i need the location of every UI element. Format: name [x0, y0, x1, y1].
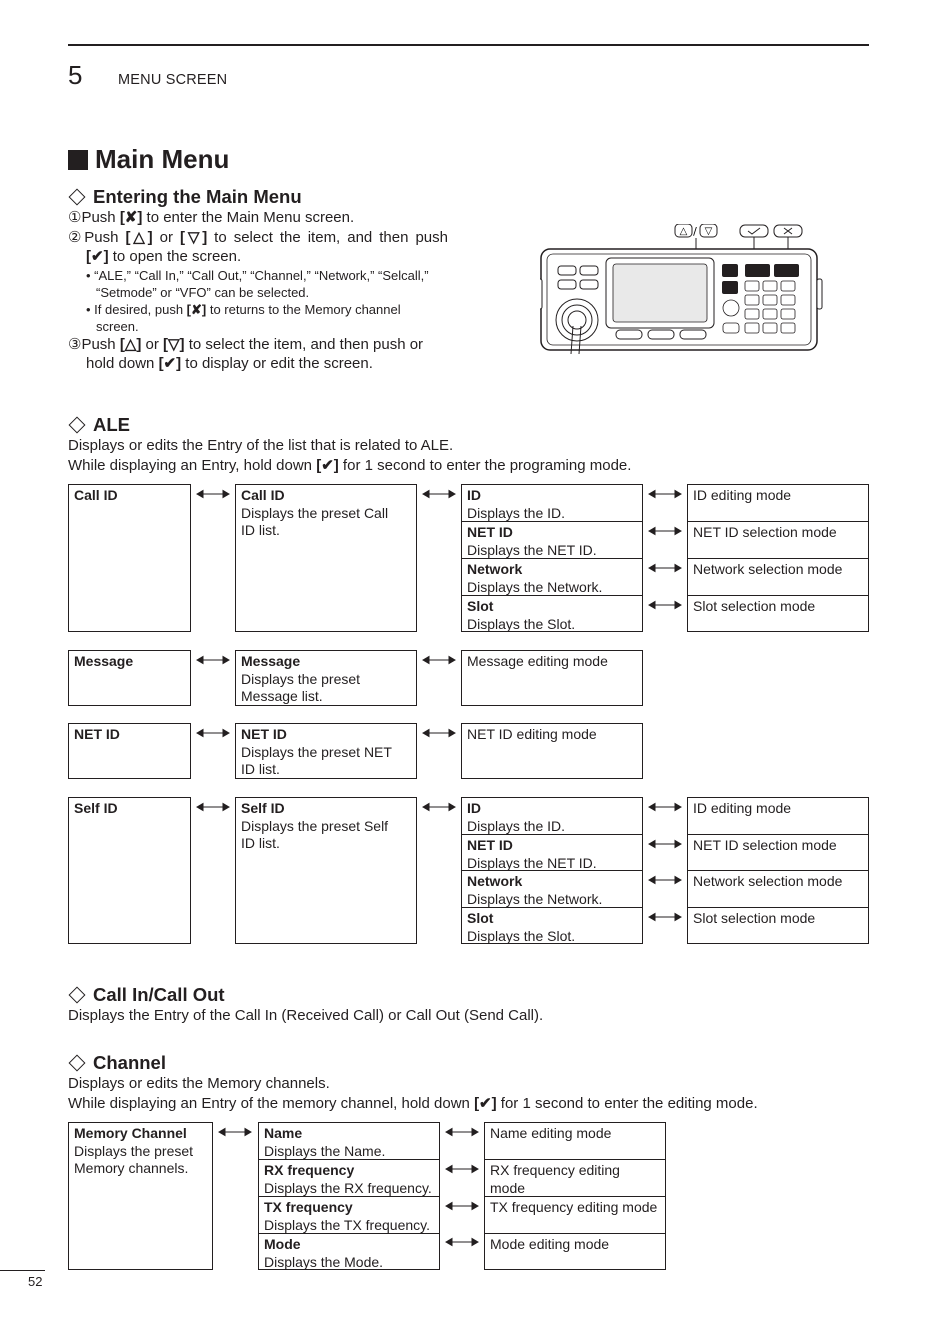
ale-desc-2 [68, 456, 631, 476]
box-title: Message [74, 653, 134, 669]
ale-call-id-item-slot [461, 595, 643, 632]
box-title: Network [467, 873, 523, 889]
box-title: RX frequency [264, 1162, 355, 1178]
box-desc: Displays the preset Self [241, 817, 389, 834]
ale-call-id-mode-id [687, 484, 869, 522]
x-key-icon: [✘] [186, 301, 207, 317]
ale-message-box [68, 650, 191, 706]
diamond-bullet-icon [69, 189, 86, 206]
mode-text: NET ID selection mode [693, 524, 837, 540]
double-arrow-icon [648, 600, 682, 610]
step-1-num: ① [68, 209, 82, 226]
step-2-text-d: to open the screen. [108, 248, 242, 265]
box-title: Slot [467, 598, 494, 614]
ale-desc-2-b: for 1 second to enter the programing mode. [338, 456, 632, 474]
memory-channel-box [68, 1122, 213, 1270]
step-2 [68, 228, 448, 248]
double-arrow-icon [648, 912, 682, 922]
channel-mode-mode [484, 1233, 666, 1270]
box-desc: Displays the Slot. [467, 927, 576, 944]
double-arrow-icon [196, 728, 230, 738]
channel-item-mode [258, 1233, 440, 1270]
ale-call-id-item-id [461, 484, 643, 522]
mode-text: Mode editing mode [490, 1236, 610, 1252]
entering-heading-text: Entering the Main Menu [93, 186, 302, 207]
ale-heading [68, 414, 130, 436]
mode-text: mode [490, 1179, 526, 1196]
page-number-rule [0, 1270, 45, 1271]
mode-text: Message editing mode [467, 653, 608, 669]
callinout-heading-text: Call In/Call Out [93, 984, 225, 1005]
ale-self-id-item-slot [461, 907, 643, 944]
check-key-icon: [✔] [158, 355, 182, 372]
mode-text: Name editing mode [490, 1125, 612, 1141]
box-desc: Displays the Slot. [467, 615, 576, 632]
box-desc: Displays the preset Call [241, 504, 389, 521]
channel-desc [68, 1074, 758, 1113]
mode-text: ID editing mode [693, 487, 792, 503]
double-arrow-icon [196, 489, 230, 499]
box-desc: Displays the Mode. [264, 1253, 384, 1270]
box-desc: Displays the ID. [467, 504, 566, 521]
up-key-label: △ [679, 226, 688, 237]
ale-self-id-mode-slot [687, 907, 869, 944]
ale-desc-1: Displays or edits the Entry of the list that is related to ALE. [68, 437, 454, 454]
up-key-icon: [△] [119, 335, 142, 353]
step-1 [68, 208, 448, 228]
diamond-bullet-icon [69, 1055, 86, 1072]
ale-message-list-box [235, 650, 417, 706]
double-arrow-icon [422, 728, 456, 738]
box-title: Mode [264, 1236, 301, 1252]
box-title: Network [467, 561, 523, 577]
bullet-1 [68, 267, 448, 301]
step-3-text-c: to select the item, and then push or [184, 335, 424, 353]
callinout-heading [68, 984, 225, 1006]
up-key-icon: [△] [125, 228, 153, 246]
step-3-text-d: hold down [86, 355, 159, 372]
mode-text: RX frequency editing [490, 1162, 620, 1178]
box-title: Self ID [241, 800, 285, 816]
channel-item-tx [258, 1196, 440, 1234]
bullet-2 [68, 301, 448, 335]
double-arrow-icon [648, 875, 682, 885]
ale-heading-text: ALE [93, 414, 130, 435]
step-3-num: ③ [68, 335, 82, 353]
double-arrow-icon [445, 1237, 479, 1247]
ale-call-id-item-network [461, 558, 643, 596]
channel-mode-rx [484, 1159, 666, 1197]
box-title: NET ID [241, 726, 287, 742]
down-key-label: ▽ [704, 226, 713, 237]
box-desc: Displays the preset [74, 1142, 194, 1159]
box-title: NET ID [467, 524, 513, 540]
step-3-text-b: or [141, 335, 164, 353]
box-desc: Displays the Name. [264, 1142, 386, 1159]
double-arrow-icon [196, 655, 230, 665]
step-2-cont [68, 247, 448, 267]
mode-text: NET ID editing mode [467, 726, 597, 742]
down-key-icon: [▽] [163, 335, 185, 353]
box-title: ID [467, 487, 481, 503]
box-desc: Memory channels. [74, 1160, 189, 1176]
bullet-2-text-b: to returns to the Memory channel [206, 301, 401, 317]
check-key-icon: [✔] [474, 1094, 497, 1112]
ale-self-id-box [68, 797, 191, 944]
double-arrow-icon [648, 563, 682, 573]
step-1-text-a: Push [81, 209, 120, 226]
double-arrow-icon [648, 526, 682, 536]
ale-netid-list-box [235, 723, 417, 779]
double-arrow-icon [218, 1127, 252, 1137]
entering-steps [68, 208, 448, 374]
ale-message-mode-box [461, 650, 643, 706]
check-key-icon: [✔] [316, 456, 339, 474]
radio-front-panel-illustration [540, 224, 825, 356]
ale-call-id-mode-slot [687, 595, 869, 632]
channel-desc-2 [68, 1094, 758, 1114]
mode-text: ID editing mode [693, 800, 792, 816]
ale-self-id-item-id [461, 797, 643, 835]
ale-self-id-list-box [235, 797, 417, 944]
ale-call-id-item-netid [461, 521, 643, 559]
header-rule [68, 44, 869, 46]
key-separator-label: / [693, 225, 697, 238]
box-desc: Displays the NET ID. [467, 854, 597, 871]
box-title: Message [241, 653, 301, 669]
page-number: 52 [28, 1274, 43, 1289]
box-title: NET ID [74, 726, 120, 742]
box-desc: Displays the RX frequency. [264, 1179, 432, 1196]
ale-desc-2-a: While displaying an Entry, hold down [68, 456, 317, 474]
channel-desc-2-a: While displaying an Entry of the memory channel, hold down [68, 1094, 475, 1112]
ale-self-id-mode-network [687, 870, 869, 908]
box-title: ID [467, 800, 481, 816]
channel-item-rx [258, 1159, 440, 1197]
box-title: Name [264, 1125, 303, 1141]
box-desc: ID list. [241, 761, 280, 777]
box-title: Slot [467, 910, 494, 926]
double-arrow-icon [422, 489, 456, 499]
bullet-1-line-2: “Setmode” or “VFO” can be selected. [96, 284, 310, 300]
bullet-2-text-a: • If desired, push [86, 301, 187, 317]
mode-text: NET ID selection mode [693, 837, 837, 853]
box-desc: Displays the TX frequency. [264, 1216, 431, 1233]
double-arrow-icon [445, 1164, 479, 1174]
box-desc: Displays the preset NET [241, 743, 392, 760]
down-key-icon: [▽] [180, 228, 208, 246]
entering-heading [68, 186, 302, 208]
diamond-bullet-icon [69, 417, 86, 434]
step-2-text-c: to select the item, and then push [207, 228, 448, 246]
box-title: Memory Channel [74, 1125, 187, 1141]
square-bullet-icon [68, 150, 88, 170]
mode-text: Slot selection mode [693, 598, 816, 614]
bullet-2-line-2: screen. [96, 318, 139, 334]
box-desc: ID list. [241, 835, 280, 851]
double-arrow-icon [445, 1201, 479, 1211]
ale-netid-box [68, 723, 191, 779]
double-arrow-icon [445, 1127, 479, 1137]
box-title: Call ID [241, 487, 285, 503]
step-3-text-a: Push [81, 335, 120, 353]
mode-text: Network selection mode [693, 561, 843, 577]
box-desc: Displays the Network. [467, 890, 603, 907]
box-desc: Displays the NET ID. [467, 541, 597, 558]
page-title-text: Main Menu [95, 144, 230, 174]
diamond-bullet-icon [69, 987, 86, 1004]
ale-desc [68, 436, 631, 475]
box-title: Self ID [74, 800, 118, 816]
step-1-text-b: to enter the Main Menu screen. [142, 209, 355, 226]
double-arrow-icon [648, 839, 682, 849]
x-key-icon: [✘] [119, 209, 143, 226]
ale-call-id-list-box [235, 484, 417, 632]
channel-mode-tx [484, 1196, 666, 1234]
ale-call-id-mode-network [687, 558, 869, 596]
step-3-text-e: to display or edit the screen. [181, 355, 373, 372]
chapter-number: 5 [68, 60, 83, 90]
ale-self-id-item-network [461, 870, 643, 908]
ale-self-id-mode-id [687, 797, 869, 835]
callinout-desc: Displays the Entry of the Call In (Received Call) or Call Out (Send Call). [68, 1007, 544, 1024]
double-arrow-icon [422, 655, 456, 665]
channel-heading [68, 1052, 166, 1074]
step-3-cont [68, 354, 448, 374]
step-2-text-a: Push [84, 228, 126, 246]
double-arrow-icon [196, 802, 230, 812]
mode-text: Slot selection mode [693, 910, 816, 926]
channel-item-name [258, 1122, 440, 1160]
ale-self-id-item-netid [461, 834, 643, 871]
box-title: NET ID [467, 837, 513, 853]
double-arrow-icon [648, 489, 682, 499]
chapter-title: MENU SCREEN [118, 72, 228, 88]
page-title [68, 144, 229, 175]
box-desc: Message list. [241, 688, 323, 704]
box-desc: Displays the preset [241, 670, 361, 687]
mode-text: Network selection mode [693, 873, 843, 889]
bullet-1-line-1: • “ALE,” “Call In,” “Call Out,” “Channel,” “Network,” “Selcall,” [86, 267, 429, 283]
double-arrow-icon [422, 802, 456, 812]
box-title: Call ID [74, 487, 118, 503]
channel-heading-text: Channel [93, 1052, 166, 1073]
ale-self-id-mode-netid [687, 834, 869, 871]
channel-desc-1: Displays or edits the Memory channels. [68, 1075, 330, 1092]
step-3 [68, 335, 448, 355]
step-2-text-b: or [152, 228, 180, 246]
ale-call-id-box [68, 484, 191, 632]
check-key-icon: [✔] [86, 248, 109, 265]
double-arrow-icon [648, 802, 682, 812]
step-2-num: ② [68, 228, 85, 246]
box-desc: Displays the ID. [467, 817, 566, 834]
box-desc: Displays the Network. [467, 578, 603, 595]
channel-desc-2-b: for 1 second to enter the editing mode. [496, 1094, 758, 1112]
box-title: TX frequency [264, 1199, 353, 1215]
channel-mode-name [484, 1122, 666, 1160]
mode-text: TX frequency editing mode [490, 1199, 658, 1215]
ale-call-id-mode-netid [687, 521, 869, 559]
ale-netid-mode-box [461, 723, 643, 779]
box-desc: ID list. [241, 522, 280, 538]
